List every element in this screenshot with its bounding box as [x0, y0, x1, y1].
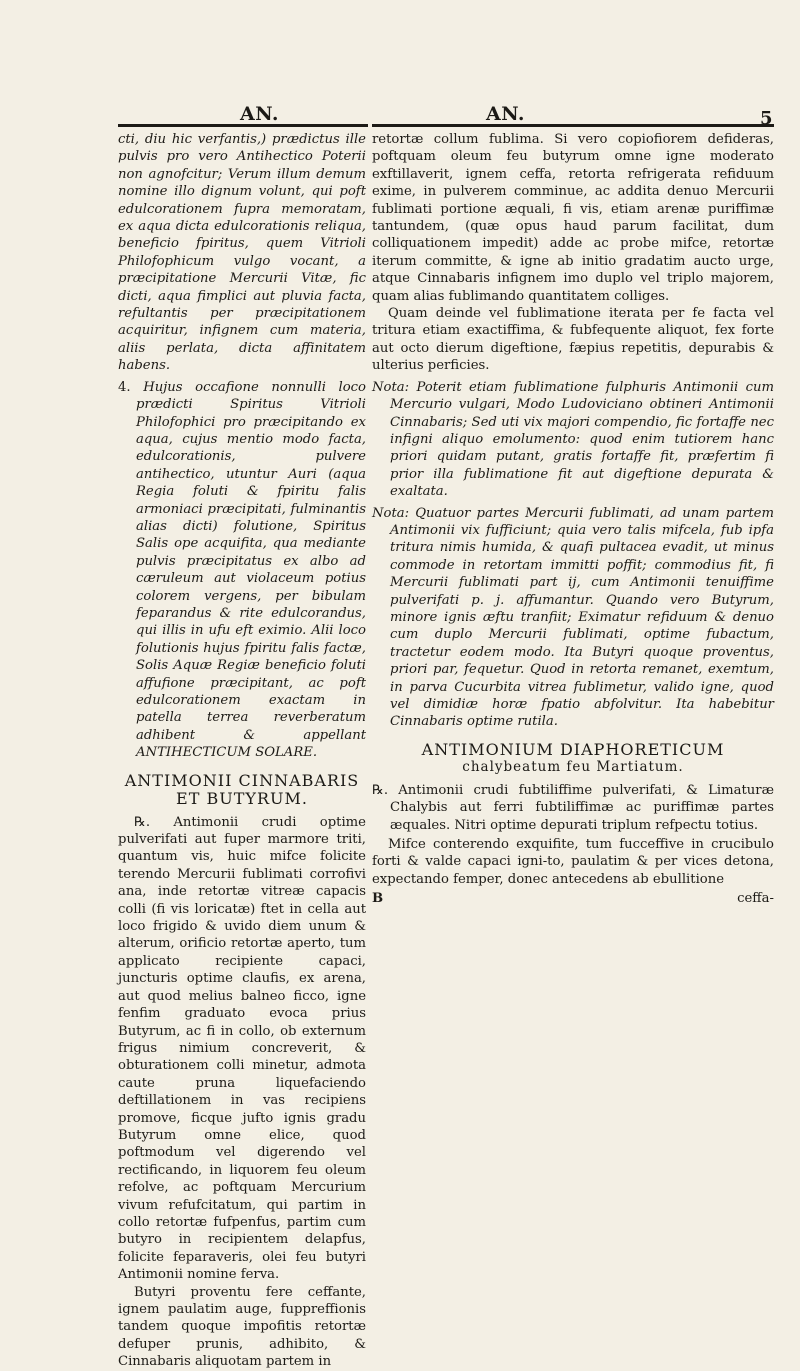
left-paragraph-2-text: Hujus occafione nonnulli loco prædicti Spiritus Vitrioli Philofophici pro præcipitando ex aqua, cujus mentio modo facta, edulcorationis, pulvere antihectico, utuntur Auri (aqua Regia foluti & fpiritu falis armoniaci præcipitati, fulminantis alias dicti) folutione, Spiritus Salis ope acquifita, qua mediante pulvis præcipitatus ex albo ad cæruleum aut violaceum potius colorem vergens, per bibulam feparandus & rite edulcorandus, qui illis in ufu eft eximio. Alii loco folutionis hujus fpiritu falis factæ, Solis Aquæ Regiæ beneficio foluti affufione præcipitant, ac poft edulcorationem exactam in patella terrea reverberatum adhibent & appellant ANTIHECTICUM SOLARE.	[136, 379, 366, 761]
left-paragraph-3: ℞. Antimonii crudi optime pulverifati aut fuper marmore triti, quantum vis, huic mifce folicite terendo Mercurii fublimati corrofivi ana, inde retortæ vitreæ capacis colli (fi vis loricatæ) ftet in cella aut loco frigido & uvido diem unum & alterum, orificio retortæ aperto, tum applicato recipiente capaci, juncturis optime claufis, ex arena, aut quod melius balneo ficco, igne fenfim graduato evoca prius Butyrum, ac fi in collo, ob externum frigus nimium concreverit, & obturationem colli minetur, admota caute pruna liquefaciendo deftillationem in vas recipiens promove, ficque jufto ignis gradu Butyrum omne elice, quod poftmodum vel digerendo vel rectificando, in liquorem feu oleum refolve, ac poftquam Mercurium vivum refufcitatum, qui partim in collo retortæ fufpenfus, partim cum butyro in recipientem delapfus, folicite feparaveris, olei feu butyri Antimonii nomine ferva.	[118, 814, 366, 1283]
right-paragraph-2: Quam deinde vel fublimatione iterata per fe facta vel tritura etiam exactiffima, & fubfequente aliquot, fex forte aut octo dierum digeftione, fæpius repetitis, depurabis & ulterius perficies.	[372, 306, 774, 374]
running-head-left: AN.	[240, 103, 280, 125]
section-heading-title: ANTIMONIUM DIAPHORETICUM	[421, 739, 725, 759]
nota-1-text: Poterit etiam fublimatione fulphuris Antimonii cum Mercurio vulgari, Modo Ludoviciano obtineri Antimonii Cinnabaris; Sed uti vix majori compendio, fic fortaffe nec infigni aliquo emolumento: quod enim tutiorem hanc priori quidam putant, gratis fortaffe fit, præfertim fi prior illa fublimatione fit aut digeftione depurata & exaltata.	[390, 379, 774, 500]
right-column	[372, 131, 774, 908]
left-paragraph-2	[118, 379, 366, 762]
catchword: ceffa-	[737, 891, 774, 907]
nota-2-label: Nota:	[372, 505, 410, 521]
section-heading-line-2: ET BUTYRUM.	[176, 788, 308, 808]
page-number: 5	[760, 108, 773, 129]
running-header	[0, 0, 800, 130]
header-rule-right	[372, 124, 774, 127]
nota-1	[372, 379, 774, 501]
signature-mark: B	[372, 891, 384, 907]
header-rule-left	[118, 124, 368, 127]
right-paragraph-3: ℞. Antimonii crudi fubtiliffime pulverifati, & Limaturæ Chalybis aut ferri fubtiliffimæ ac puriffimæ partes æquales. Nitri optime depurati triplum refpectu totius.	[372, 782, 774, 833]
left-column	[118, 131, 366, 1371]
section-heading-line-1: ANTIMONII CINNABARIS	[124, 770, 360, 790]
paragraph-number: 4.	[118, 379, 131, 395]
right-paragraph-4: Mifce conterendo exquifite, tum fucceffive in crucibulo forti & valde capaci igni-to, paulatim & per vices detona, expectando femper, donec antecedens ab ebullitione	[372, 837, 774, 887]
right-paragraph-1: retortæ collum fublima. Si vero copiofiorem defideras, poftquam oleum feu butyrum omne igne moderato exftillaverit, ignem ceffa, retorta refrigerata refiduum exime, in pulverem comminue, ac addita denuo Mercurii fublimati portione æquali, fi vis, etiam arenæ puriffimæ tantundem, (quæ opus haud parum facilitat, dum colliquationem impedit) adde ac probe mifce, retortæ iterum committe, & igne ab initio gradatim aucto urge, atque Cinnabaris infignem imo duplo vel triplo majorem, quam alias fublimando quantitatem colliges.	[372, 132, 774, 304]
signature-line	[372, 890, 774, 907]
section-heading-subtitle: chalybeatum feu Martiatum.	[462, 758, 684, 775]
left-paragraph-4: Butyri proventu fere ceffante, ignem paulatim auge, fuppreffionis tandem quoque impofitis retortæ defuper prunis, adhibito, & Cinnabaris aliquotam partem in	[118, 1284, 366, 1370]
nota-2	[372, 505, 774, 731]
left-paragraph-1: cti, diu hic verfantis,) prædictus ille pulvis pro vero Antihectico Poterii non agnofcitur; Verum illum demum nomine illo dignum volunt, qui poft edulcorationem fupra memoratam, ex aqua dicta edulcorationis reliqua, beneficio fpiritus, quem Vitrioli Philofophicum vulgo vocant, a præcipitatione Mercurii Vitæ, fic dicti, aqua fimplici aut pluvia facta, refultantis per præcipitationem acquiritur, infignem cum materia, aliis perlata, dicta affinitatem habens.	[118, 132, 366, 374]
nota-2-text: Quatuor partes Mercurii fublimati, ad unam partem Antimonii vix fufficiunt; quia vero talis mifcela, fub ipfa tritura nimis humida, & quafi pultacea evadit, ut minus commode in retortam immitti poffit; commodius fit, fi Mercurii fublimati part ij, cum Antimonii tenuiffime pulverifati p. j. affumantur. Quando vero Butyrum, minore ignis æftu tranfiit; Eximatur refiduum & denuo cum duplo Mercurii fublimati, optime fubactum, tractetur eodem modo. Ita Butyri quoque proventus, priori par, fequetur. Quod in retorta remanet, exemtum, in parva Cucurbita vitrea fublimetur, valido igne, quod vel dimidiæ horæ fpatio abfolvitur. Ita habebitur Cinnabaris optime rutila.	[390, 505, 774, 730]
section-heading-cinnabaris	[118, 772, 366, 808]
running-head-right: AN.	[486, 103, 526, 125]
section-heading-diaphoreticum	[372, 741, 774, 776]
nota-1-label: Nota:	[372, 379, 410, 395]
